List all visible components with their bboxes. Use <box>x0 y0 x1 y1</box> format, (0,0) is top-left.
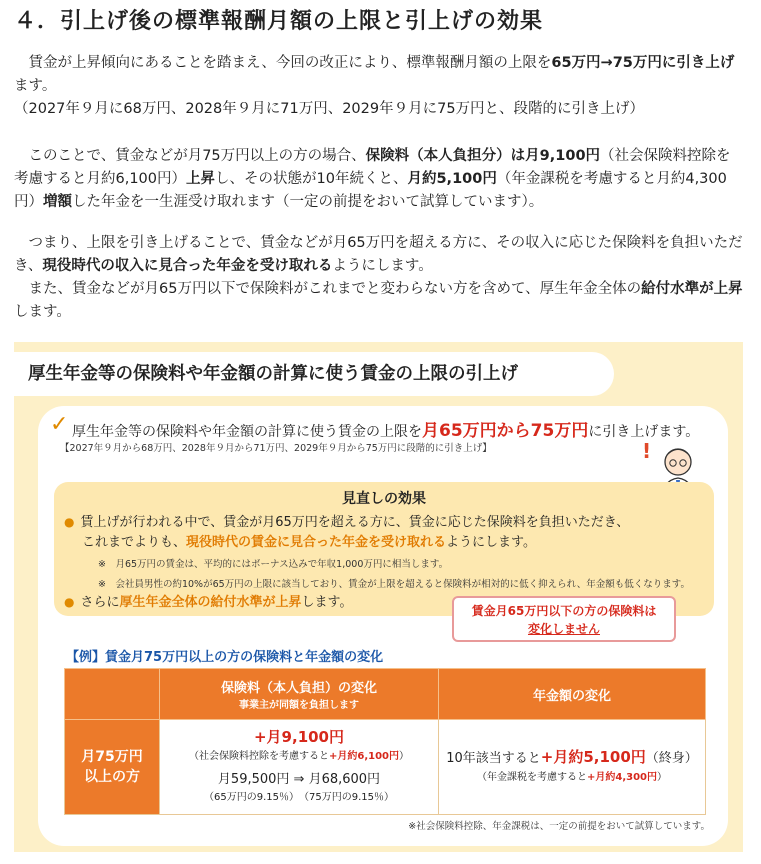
p3-text-f: します。 <box>14 304 71 320</box>
row-header <box>65 720 160 815</box>
lead-red: 月65万円から75万円 <box>422 421 589 441</box>
cell-pension <box>439 720 706 815</box>
p3-text-d: また、賃金などが月65万円以下で保険料がこれまでと変わらない方を含めて、厚生年金全体の <box>14 281 642 297</box>
rowhead-1: 月75万円 <box>81 749 143 765</box>
premium-change: 月59,500円 ⇒ 月68,600円 <box>217 771 381 787</box>
section-heading: ４．引上げ後の標準報酬月額の上限と引上げの効果 <box>14 9 544 34</box>
premium-increase: +月9,100円 <box>253 727 344 746</box>
p2-text-g: （年金課税を考慮すると月約4,300円） <box>14 171 727 210</box>
premium-rates: （65万円の9.15％） （75万円の9.15％） <box>204 791 394 803</box>
premium-note-b: ） <box>399 750 409 762</box>
info-panel <box>14 342 743 852</box>
unchanged-callout <box>452 596 676 642</box>
premium-note-red: +月約6,100円 <box>328 750 399 762</box>
pension-a: 10年該当すると <box>446 750 541 766</box>
pension-increase: +月約5,100円 <box>540 747 646 766</box>
p3-bold-b: 給付水準が上昇 <box>641 281 743 297</box>
table-corner <box>65 669 160 720</box>
pension-note-red: +月約4,300円 <box>586 771 657 783</box>
panel-inner <box>38 406 728 846</box>
bullet-dot-icon: ● <box>64 595 75 609</box>
b1-a: 賃上げが行われる中で、賃金が月65万円を超える方に、賃金に応じた保険料を負担いただき、 <box>80 515 630 530</box>
b1-b: これまでよりも、 <box>82 535 187 550</box>
b2-highlight: 厚生年金全体の給付水準が上昇 <box>119 595 302 610</box>
premium-note-a: （社会保険料控除を考慮すると <box>188 750 329 762</box>
lead-text <box>72 416 699 441</box>
p2-text-a: このことで、賃金などが月75万円以上の方の場合、 <box>14 148 366 164</box>
p3-text-a: つまり、上限を引き上げることで、賃金などが月65万円を超える方に、その収入に応じた保険料を負担いただき、 <box>14 235 743 274</box>
b2-a: さらに <box>80 595 120 610</box>
paragraph-1 <box>14 52 744 121</box>
p2-text-i: した年金を一生涯受け取れます（一定の前提をおいて試算しています）。 <box>72 194 544 210</box>
note-1: ※ 月65万円の賃金は、平均的にはボーナス込みで年収1,000万円に相当します。 <box>98 559 449 570</box>
effect-bullet-1 <box>64 512 704 553</box>
footnote: ※社会保険料控除、年金課税は、一定の前提をおいて試算しています。 <box>408 821 710 832</box>
paragraph-2 <box>14 145 744 214</box>
example-title: 【例】賃金月75万円以上の方の保険料と年金額の変化 <box>66 650 384 665</box>
panel-title: 厚生年金等の保険料や年金額の計算に使う賃金の上限の引上げ <box>14 352 614 396</box>
p1-text-c: ます。 <box>14 78 57 94</box>
b2-b: します。 <box>301 595 353 610</box>
b1-highlight: 現役時代の賃金に見合った年金を受け取れる <box>186 535 447 550</box>
p2-text-e: し、その状態が10年続くと、 <box>215 171 408 187</box>
pension-note-b: ） <box>657 771 667 783</box>
paragraph-3 <box>14 232 744 324</box>
pension-b: （終身） <box>645 750 698 766</box>
p1-bold: 65万円→75万円に引き上げ <box>551 55 735 71</box>
table-header-row <box>65 669 706 720</box>
p2-bold-pension: 月約5,100円 <box>407 171 497 187</box>
p2-bold-increase: 増額 <box>43 194 72 210</box>
svg-text:!: ! <box>642 439 652 463</box>
check-icon: ✓ <box>50 412 69 437</box>
note-2: ※ 会社員男性の約10%が65万円の上限に該当しており、賃金が上限を超えると保険料が相対的に低く抑えられ、年金額も低くなります。 <box>98 579 690 590</box>
lead-a: 厚生年金等の保険料や年金額の計算に使う賃金の上限を <box>72 424 422 440</box>
b1-c: ようにします。 <box>446 535 536 550</box>
p1-text-a: 賃金が上昇傾向にあることを踏まえ、今回の改正により、標準報酬月額の上限を <box>14 55 552 71</box>
lead-schedule: 【2027年９月から68万円、2028年９月から71万円、2029年９月から75万円に段階的に引き上げ】 <box>60 443 492 454</box>
th-premium-label: 保険料（本人負担）の変化 <box>220 681 377 696</box>
table-row <box>65 720 706 815</box>
effect-title: 見直しの効果 <box>342 491 426 507</box>
th-premium-sub: 事業主が同額を負担します <box>239 700 359 711</box>
p2-bold-rise: 上昇 <box>186 171 216 187</box>
callout-line-2: 変化しません <box>527 622 600 636</box>
p2-text-c: （社会保険料控除を考慮すると月約6,100円） <box>14 148 731 187</box>
p1-schedule: （2027年９月に68万円、2028年９月に71万円、2029年９月に75万円と、段階的に引き上げ） <box>14 101 645 117</box>
example-table <box>64 668 706 815</box>
cell-premium <box>160 720 439 815</box>
effect-bullet-2 <box>64 592 352 613</box>
bullet-dot-icon: ● <box>64 515 75 529</box>
rowhead-2: 以上の方 <box>84 769 140 785</box>
pension-note-a: （年金課税を考慮すると <box>476 771 587 783</box>
p3-bold-a: 現役時代の収入に見合った年金を受け取れる <box>42 258 333 274</box>
callout-line-1: 賃金月65万円以下の方の保険料は <box>471 604 657 618</box>
p2-bold-premium: 保険料（本人負担分）は月9,100円 <box>365 148 601 164</box>
th-premium <box>160 669 439 720</box>
th-pension: 年金額の変化 <box>439 669 706 720</box>
p3-text-c: ようにします。 <box>332 258 433 274</box>
lead-b: に引き上げます。 <box>588 424 700 440</box>
